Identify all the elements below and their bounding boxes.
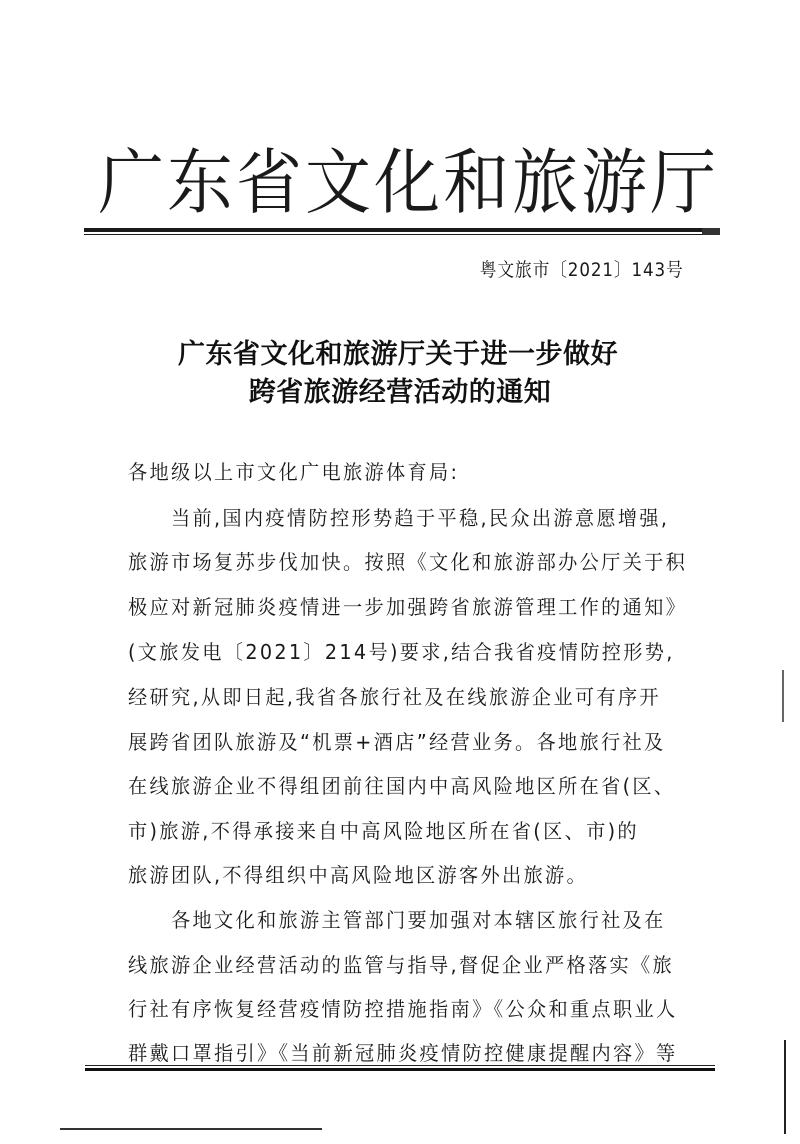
issuer-masthead: 广东省文化和旅游厅	[98, 140, 719, 225]
footer-divider	[85, 1065, 715, 1071]
body-line: 群戴口罩指引》《当前新冠肺炎疫情防控健康提醒内容》等	[128, 1041, 678, 1065]
body-line: 经研究,从即日起,我省各旅行社及在线旅游企业可有序开	[128, 685, 661, 709]
body-line: 市)旅游,不得承接来自中高风险地区所在省(区、市)的	[128, 819, 639, 843]
scan-artifact	[784, 1040, 786, 1134]
body-line: (文旅发电〔2021〕214号)要求,结合我省疫情防控形势,	[128, 640, 675, 664]
document-title-line-2: 跨省旅游经营活动的通知	[248, 377, 552, 408]
document-title-line-1: 广东省文化和旅游厅关于进一步做好	[178, 339, 618, 370]
body-line: 极应对新冠肺炎疫情进一步加强跨省旅游管理工作的通知》	[128, 595, 688, 619]
body-line: 线旅游企业经营活动的监管与指导,督促企业严格落实《旅	[128, 953, 675, 977]
document-number: 粤文旅市〔2021〕143号	[480, 259, 684, 281]
body-line: 展跨省团队旅游及“机票+酒店”经营业务。各地旅行社及	[128, 730, 666, 754]
addressee: 各地级以上市文化广电旅游体育局:	[128, 460, 460, 484]
body-line: 在线旅游企业不得组团前往国内中高风险地区所在省(区、	[128, 774, 676, 798]
body-line: 旅游市场复苏步伐加快。按照《文化和旅游部办公厅关于积	[128, 550, 688, 574]
masthead-divider	[84, 228, 720, 235]
body-line: 当前,国内疫情防控形势趋于平稳,民众出游意愿增强,	[128, 506, 670, 530]
body-line: 行社有序恢复经营疫情防控措施指南》《公众和重点职业人	[128, 997, 678, 1021]
body-line: 各地文化和旅游主管部门要加强对本辖区旅行社及在	[128, 908, 666, 932]
scan-artifact	[60, 1128, 322, 1130]
scan-artifact	[782, 670, 784, 722]
body-line: 旅游团队,不得组织中高风险地区游客外出旅游。	[128, 863, 589, 887]
scan-artifact	[702, 228, 720, 235]
